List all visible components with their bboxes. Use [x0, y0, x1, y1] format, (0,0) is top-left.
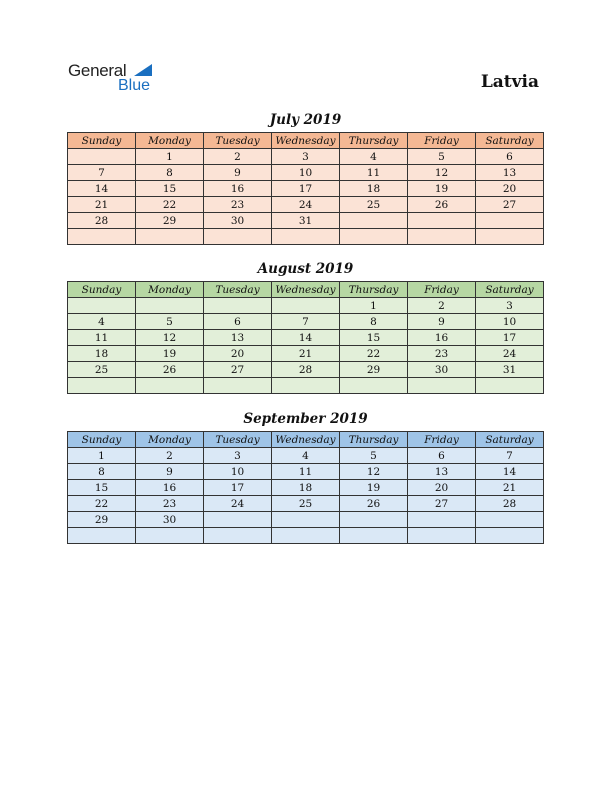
day-cell: [272, 378, 340, 394]
weekday-header: Thursday: [340, 133, 408, 149]
day-cell: 26: [136, 362, 204, 378]
weekday-header: Tuesday: [204, 133, 272, 149]
weekday-header: Sunday: [68, 133, 136, 149]
day-cell: 27: [408, 496, 476, 512]
day-cell: 16: [204, 181, 272, 197]
week-row: [68, 314, 544, 330]
day-cell: 13: [476, 165, 544, 181]
calendar-table: [67, 281, 544, 394]
day-cell: 11: [340, 165, 408, 181]
day-cell: 4: [272, 448, 340, 464]
day-cell: 6: [476, 149, 544, 165]
week-row: [68, 378, 544, 394]
day-cell: 18: [272, 480, 340, 496]
day-cell: 3: [204, 448, 272, 464]
country-title: Latvia: [480, 72, 539, 92]
day-cell: 30: [408, 362, 476, 378]
day-cell: 7: [68, 165, 136, 181]
weekday-header: Friday: [408, 432, 476, 448]
day-cell: 30: [204, 213, 272, 229]
day-cell: [68, 378, 136, 394]
day-cell: 21: [476, 480, 544, 496]
day-cell: 1: [68, 448, 136, 464]
day-cell: 2: [204, 149, 272, 165]
day-cell: 21: [68, 197, 136, 213]
day-cell: [476, 213, 544, 229]
day-cell: [408, 528, 476, 544]
day-cell: 20: [476, 181, 544, 197]
general-blue-logo: [68, 60, 168, 96]
day-cell: [476, 229, 544, 245]
day-cell: 23: [204, 197, 272, 213]
week-row: [68, 213, 544, 229]
day-cell: [68, 149, 136, 165]
calendar-table: [67, 431, 544, 544]
week-row: [68, 528, 544, 544]
day-cell: 15: [136, 181, 204, 197]
day-cell: 17: [476, 330, 544, 346]
day-cell: 2: [136, 448, 204, 464]
weekday-header: Friday: [408, 133, 476, 149]
day-cell: 12: [340, 464, 408, 480]
weekday-header: Monday: [136, 133, 204, 149]
day-cell: [136, 528, 204, 544]
day-cell: 3: [476, 298, 544, 314]
month-block-september: [67, 411, 544, 544]
day-cell: 12: [136, 330, 204, 346]
day-cell: 10: [476, 314, 544, 330]
weekday-header: Sunday: [68, 282, 136, 298]
day-cell: 7: [476, 448, 544, 464]
day-cell: 26: [340, 496, 408, 512]
day-cell: 22: [68, 496, 136, 512]
week-row: [68, 149, 544, 165]
weekday-header-row: [68, 282, 544, 298]
day-cell: 3: [272, 149, 340, 165]
day-cell: 25: [68, 362, 136, 378]
month-title: August 2019: [257, 261, 354, 277]
day-cell: 12: [408, 165, 476, 181]
weekday-header: Tuesday: [204, 432, 272, 448]
day-cell: [204, 378, 272, 394]
day-cell: 25: [272, 496, 340, 512]
day-cell: 2: [408, 298, 476, 314]
day-cell: 7: [272, 314, 340, 330]
weekday-header-row: [68, 133, 544, 149]
weekday-header: Thursday: [340, 282, 408, 298]
day-cell: 9: [204, 165, 272, 181]
day-cell: 11: [272, 464, 340, 480]
day-cell: 31: [272, 213, 340, 229]
day-cell: [272, 512, 340, 528]
month-block-august: [67, 261, 544, 394]
weekday-header-row: [68, 432, 544, 448]
day-cell: 27: [204, 362, 272, 378]
day-cell: 5: [340, 448, 408, 464]
day-cell: [408, 229, 476, 245]
weekday-header: Tuesday: [204, 282, 272, 298]
week-row: [68, 362, 544, 378]
day-cell: 15: [68, 480, 136, 496]
day-cell: 14: [476, 464, 544, 480]
day-cell: 20: [204, 346, 272, 362]
day-cell: 1: [136, 149, 204, 165]
day-cell: 19: [340, 480, 408, 496]
weekday-header: Sunday: [68, 432, 136, 448]
weekday-header: Wednesday: [272, 282, 340, 298]
day-cell: 31: [476, 362, 544, 378]
week-row: [68, 496, 544, 512]
logo-blue-text: Blue: [118, 77, 151, 94]
week-row: [68, 464, 544, 480]
day-cell: 8: [340, 314, 408, 330]
day-cell: 25: [340, 197, 408, 213]
day-cell: 9: [136, 464, 204, 480]
day-cell: [340, 229, 408, 245]
day-cell: 17: [272, 181, 340, 197]
weekday-header: Monday: [136, 432, 204, 448]
day-cell: [340, 528, 408, 544]
day-cell: 9: [408, 314, 476, 330]
weekday-header: Wednesday: [272, 432, 340, 448]
day-cell: 18: [340, 181, 408, 197]
day-cell: 29: [340, 362, 408, 378]
day-cell: 30: [136, 512, 204, 528]
day-cell: 23: [408, 346, 476, 362]
day-cell: 8: [68, 464, 136, 480]
day-cell: [408, 512, 476, 528]
day-cell: 11: [68, 330, 136, 346]
day-cell: 15: [340, 330, 408, 346]
day-cell: 6: [408, 448, 476, 464]
month-block-july: [67, 112, 544, 245]
day-cell: [136, 229, 204, 245]
day-cell: 29: [136, 213, 204, 229]
week-row: [68, 480, 544, 496]
day-cell: [272, 528, 340, 544]
week-row: [68, 298, 544, 314]
day-cell: [476, 528, 544, 544]
weekday-header: Saturday: [476, 133, 544, 149]
day-cell: 20: [408, 480, 476, 496]
week-row: [68, 512, 544, 528]
week-row: [68, 330, 544, 346]
day-cell: 23: [136, 496, 204, 512]
week-row: [68, 181, 544, 197]
day-cell: 14: [68, 181, 136, 197]
weekday-header: Friday: [408, 282, 476, 298]
weekday-header: Thursday: [340, 432, 408, 448]
day-cell: 24: [476, 346, 544, 362]
day-cell: 6: [204, 314, 272, 330]
logo-flag-icon: [134, 64, 152, 76]
day-cell: [204, 229, 272, 245]
week-row: [68, 346, 544, 362]
day-cell: 26: [408, 197, 476, 213]
weekday-header: Monday: [136, 282, 204, 298]
day-cell: 5: [408, 149, 476, 165]
day-cell: [476, 378, 544, 394]
day-cell: 28: [68, 213, 136, 229]
day-cell: 18: [68, 346, 136, 362]
weekday-header: Saturday: [476, 432, 544, 448]
day-cell: 24: [272, 197, 340, 213]
day-cell: [68, 528, 136, 544]
day-cell: [272, 298, 340, 314]
day-cell: [204, 512, 272, 528]
day-cell: 19: [408, 181, 476, 197]
day-cell: 4: [340, 149, 408, 165]
day-cell: [136, 298, 204, 314]
day-cell: 13: [408, 464, 476, 480]
weekday-header: Wednesday: [272, 133, 340, 149]
day-cell: 22: [340, 346, 408, 362]
day-cell: 16: [136, 480, 204, 496]
day-cell: [68, 298, 136, 314]
month-title: September 2019: [243, 411, 368, 427]
week-row: [68, 448, 544, 464]
day-cell: 29: [68, 512, 136, 528]
day-cell: 14: [272, 330, 340, 346]
day-cell: [476, 512, 544, 528]
day-cell: 24: [204, 496, 272, 512]
month-title: July 2019: [269, 112, 342, 128]
day-cell: [340, 213, 408, 229]
day-cell: 21: [272, 346, 340, 362]
day-cell: [204, 298, 272, 314]
week-row: [68, 165, 544, 181]
day-cell: [340, 378, 408, 394]
day-cell: [68, 229, 136, 245]
day-cell: 10: [272, 165, 340, 181]
day-cell: 19: [136, 346, 204, 362]
day-cell: 27: [476, 197, 544, 213]
weekday-header: Saturday: [476, 282, 544, 298]
week-row: [68, 197, 544, 213]
day-cell: 1: [340, 298, 408, 314]
logo-general-text: General: [68, 61, 127, 80]
day-cell: [340, 512, 408, 528]
day-cell: 17: [204, 480, 272, 496]
day-cell: [204, 528, 272, 544]
day-cell: 22: [136, 197, 204, 213]
day-cell: 16: [408, 330, 476, 346]
day-cell: 10: [204, 464, 272, 480]
day-cell: 28: [272, 362, 340, 378]
day-cell: 4: [68, 314, 136, 330]
week-row: [68, 229, 544, 245]
day-cell: 28: [476, 496, 544, 512]
day-cell: 5: [136, 314, 204, 330]
calendar-table: [67, 132, 544, 245]
day-cell: [408, 213, 476, 229]
day-cell: [272, 229, 340, 245]
day-cell: [408, 378, 476, 394]
day-cell: 8: [136, 165, 204, 181]
day-cell: [136, 378, 204, 394]
day-cell: 13: [204, 330, 272, 346]
